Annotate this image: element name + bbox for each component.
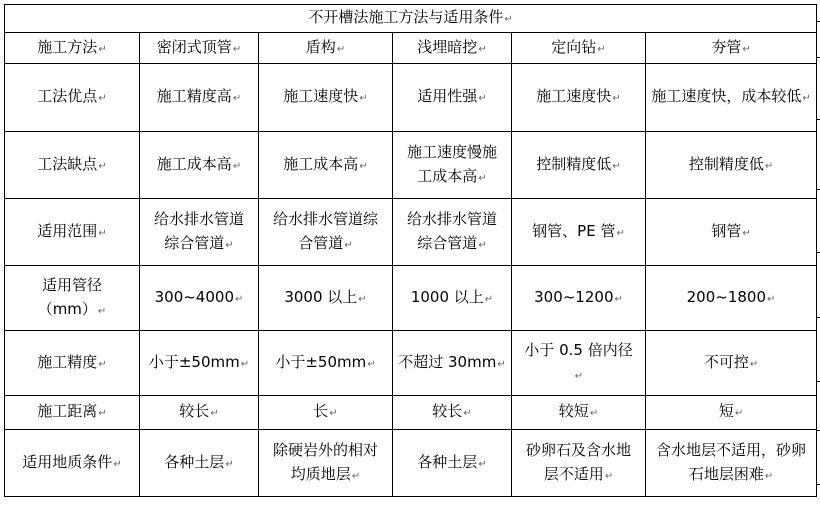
cell-text: 钢管 <box>711 221 742 240</box>
table-cell <box>646 64 817 132</box>
row-label-cell <box>5 331 140 396</box>
header-cell <box>140 33 259 64</box>
paragraph-mark-icon: ↵ <box>232 93 242 104</box>
table-cell <box>393 331 512 396</box>
row-label-cell <box>5 132 140 199</box>
paragraph-mark-icon: ↵ <box>359 93 368 104</box>
table-cell <box>512 199 646 266</box>
cell-text: 小于±50mm <box>275 352 367 371</box>
row-label-cell <box>5 266 140 331</box>
table-cell <box>259 132 393 199</box>
paragraph-mark-icon: ↵ <box>478 93 487 104</box>
paragraph-mark-icon: ↵ <box>113 458 122 470</box>
row-label: 适用管径（mm） <box>37 275 102 318</box>
row-label-cell <box>5 64 140 132</box>
cell-text: 1000 以上 <box>410 287 484 306</box>
paragraph-mark-icon: ↵ <box>351 470 361 482</box>
row-label: 适用范围 <box>37 221 98 240</box>
table-header-row <box>5 33 817 64</box>
table-cell <box>512 396 646 430</box>
table-cell <box>646 199 817 266</box>
header-closed-jacking: 密闭式顶管 <box>156 37 232 56</box>
table-cell <box>393 64 512 132</box>
paragraph-mark-icon: ↵ <box>98 227 107 239</box>
paragraph-mark-icon: ↵ <box>614 293 623 305</box>
paragraph-mark-icon: ↵ <box>742 43 751 55</box>
cell-text: 含水地层不适用，砂卵石地层困难 <box>656 440 807 483</box>
table-cell <box>393 132 512 199</box>
cell-text: 不超过 30mm <box>398 352 497 371</box>
header-cell <box>512 33 646 64</box>
header-shallow-tunnel: 浅埋暗挖 <box>417 37 478 56</box>
table-row <box>5 396 817 430</box>
paragraph-mark-icon: ↵ <box>98 93 107 104</box>
cell-text: 3000 以上 <box>284 287 358 306</box>
paragraph-mark-icon: ↵ <box>734 408 744 419</box>
paragraph-mark-icon: ↵ <box>478 43 487 55</box>
table-cell <box>393 396 512 430</box>
cell-text: 施工速度快，成本较低 <box>651 87 802 105</box>
cell-text: 较长 <box>179 402 210 420</box>
header-directional-drill: 定向钻 <box>551 37 597 56</box>
cell-text: 施工成本高 <box>283 154 359 173</box>
paragraph-mark-icon: ↵ <box>764 160 774 172</box>
header-method-label: 施工方法 <box>37 37 98 56</box>
cell-text: 各种土层 <box>417 452 478 471</box>
cell-text: 砂卵石及含水地层不适用 <box>525 440 631 483</box>
paragraph-mark-icon: ↵ <box>210 408 219 419</box>
table-cell <box>259 199 393 266</box>
table-cell <box>393 199 512 266</box>
paragraph-mark-icon: ↵ <box>478 458 487 470</box>
paragraph-mark-icon: ↵ <box>597 43 606 55</box>
table-cell <box>140 266 259 331</box>
header-cell <box>393 33 512 64</box>
cell-text: 300~1200 <box>534 287 614 306</box>
cell-text: 钢管、PE 管 <box>532 221 616 240</box>
row-label: 施工距离 <box>37 402 98 420</box>
table-row <box>5 199 817 266</box>
table-cell <box>259 64 393 132</box>
header-cell <box>646 33 817 64</box>
table-cell <box>140 132 259 199</box>
paragraph-mark-icon: ↵ <box>478 239 487 251</box>
cell-text: 给水排水管道综合管道 <box>153 209 244 252</box>
table-cell <box>393 266 512 331</box>
paragraph-mark-icon: ↵ <box>225 458 234 470</box>
table-row <box>5 430 817 497</box>
cell-text: 控制精度低 <box>536 154 612 173</box>
paragraph-mark-icon: ↵ <box>367 358 376 370</box>
table-row <box>5 331 817 396</box>
paragraph-mark-icon: ↵ <box>225 239 234 251</box>
paragraph-mark-icon: ↵ <box>574 370 584 382</box>
paragraph-mark-icon: ↵ <box>329 408 338 419</box>
methods-table <box>4 4 817 497</box>
table-cell <box>646 132 817 199</box>
cell-text: 施工速度快 <box>283 87 359 105</box>
cell-text: 施工速度慢施工成本高 <box>406 142 497 185</box>
cell-text: 小于±50mm <box>148 352 240 371</box>
paragraph-mark-icon: ↵ <box>604 470 614 482</box>
header-pipe-ramming: 夯管 <box>711 37 742 56</box>
paragraph-mark-icon: ↵ <box>463 408 472 419</box>
cell-text: 适用性强 <box>417 87 478 105</box>
cell-text: 较短 <box>558 402 589 420</box>
table-cell <box>512 430 646 497</box>
cell-text: 给水排水管道综合管道 <box>406 209 497 252</box>
row-label: 工法缺点 <box>37 154 98 173</box>
cell-text: 长 <box>313 402 329 420</box>
cell-text: 施工精度高 <box>156 87 232 105</box>
table-cell <box>646 266 817 331</box>
table-cell <box>140 331 259 396</box>
paragraph-mark-icon: ↵ <box>497 358 506 370</box>
paragraph-mark-icon: ↵ <box>612 93 621 104</box>
cell-text: 较长 <box>432 402 463 420</box>
table-title <box>5 5 817 33</box>
table-cell <box>646 430 817 497</box>
cell-text: 施工速度快 <box>536 87 612 105</box>
table-cell <box>646 396 817 430</box>
row-label-cell <box>5 199 140 266</box>
cell-text: 小于 0.5 倍内径 <box>524 340 633 359</box>
cell-text: 不可控 <box>703 352 749 371</box>
paragraph-mark-icon: ↵ <box>97 305 107 317</box>
row-label-cell <box>5 430 140 497</box>
paragraph-mark-icon: ↵ <box>98 43 107 55</box>
table-cell <box>259 396 393 430</box>
table-cell <box>259 331 393 396</box>
paragraph-mark-icon: ↵ <box>358 293 367 305</box>
paragraph-mark-icon: ↵ <box>749 358 759 370</box>
paragraph-mark-icon: ↵ <box>504 14 513 25</box>
table-cell <box>393 430 512 497</box>
cell-text: 除硬岩外的相对均质地层 <box>272 440 378 483</box>
paragraph-mark-icon: ↵ <box>484 293 494 305</box>
cell-text: 各种土层 <box>164 452 225 471</box>
cell-text: 控制精度低 <box>688 154 764 173</box>
table-cell <box>259 266 393 331</box>
paragraph-mark-icon: ↵ <box>232 43 242 55</box>
cell-text: 短 <box>718 402 734 420</box>
cell-text: 施工成本高 <box>156 154 232 173</box>
paragraph-mark-icon: ↵ <box>240 358 250 370</box>
cell-text: 200~1800 <box>686 287 766 306</box>
table-row <box>5 266 817 331</box>
paragraph-mark-icon: ↵ <box>742 227 751 239</box>
table-cell <box>646 331 817 396</box>
paragraph-mark-icon: ↵ <box>478 172 487 184</box>
table-cell <box>512 132 646 199</box>
table-row <box>5 132 817 199</box>
row-label-cell <box>5 396 140 430</box>
header-cell <box>5 33 140 64</box>
paragraph-mark-icon: ↵ <box>232 160 242 172</box>
paragraph-mark-icon: ↵ <box>344 239 353 251</box>
paragraph-mark-icon: ↵ <box>359 160 368 172</box>
paragraph-mark-icon: ↵ <box>616 227 625 239</box>
paragraph-mark-icon: ↵ <box>98 160 107 172</box>
header-cell <box>259 33 393 64</box>
table-cell <box>259 430 393 497</box>
paragraph-mark-icon: ↵ <box>98 408 107 419</box>
cell-text: 给水排水管道综合管道 <box>272 209 378 252</box>
table-cell <box>140 199 259 266</box>
table-cell <box>140 64 259 132</box>
row-label: 工法优点 <box>37 87 98 105</box>
cell-text: 300~4000 <box>154 287 234 306</box>
table-cell <box>140 396 259 430</box>
table-cell <box>512 64 646 132</box>
paragraph-mark-icon: ↵ <box>589 408 599 419</box>
paragraph-mark-icon: ↵ <box>767 293 776 305</box>
paragraph-mark-icon: ↵ <box>802 93 811 104</box>
table-cell <box>140 430 259 497</box>
table-cell <box>512 331 646 396</box>
row-label: 施工精度 <box>37 352 98 371</box>
paragraph-mark-icon: ↵ <box>764 470 774 482</box>
paragraph-mark-icon: ↵ <box>98 358 107 370</box>
row-label: 适用地质条件 <box>22 452 113 471</box>
paragraph-mark-icon: ↵ <box>336 43 346 55</box>
table-row <box>5 64 817 132</box>
paragraph-mark-icon: ↵ <box>612 160 621 172</box>
construction-methods-table <box>4 4 816 512</box>
table-cell <box>512 266 646 331</box>
table-title-text: 不开槽法施工方法与适用条件 <box>308 8 504 26</box>
header-shield: 盾构 <box>305 37 336 56</box>
paragraph-mark-icon: ↵ <box>234 293 244 305</box>
